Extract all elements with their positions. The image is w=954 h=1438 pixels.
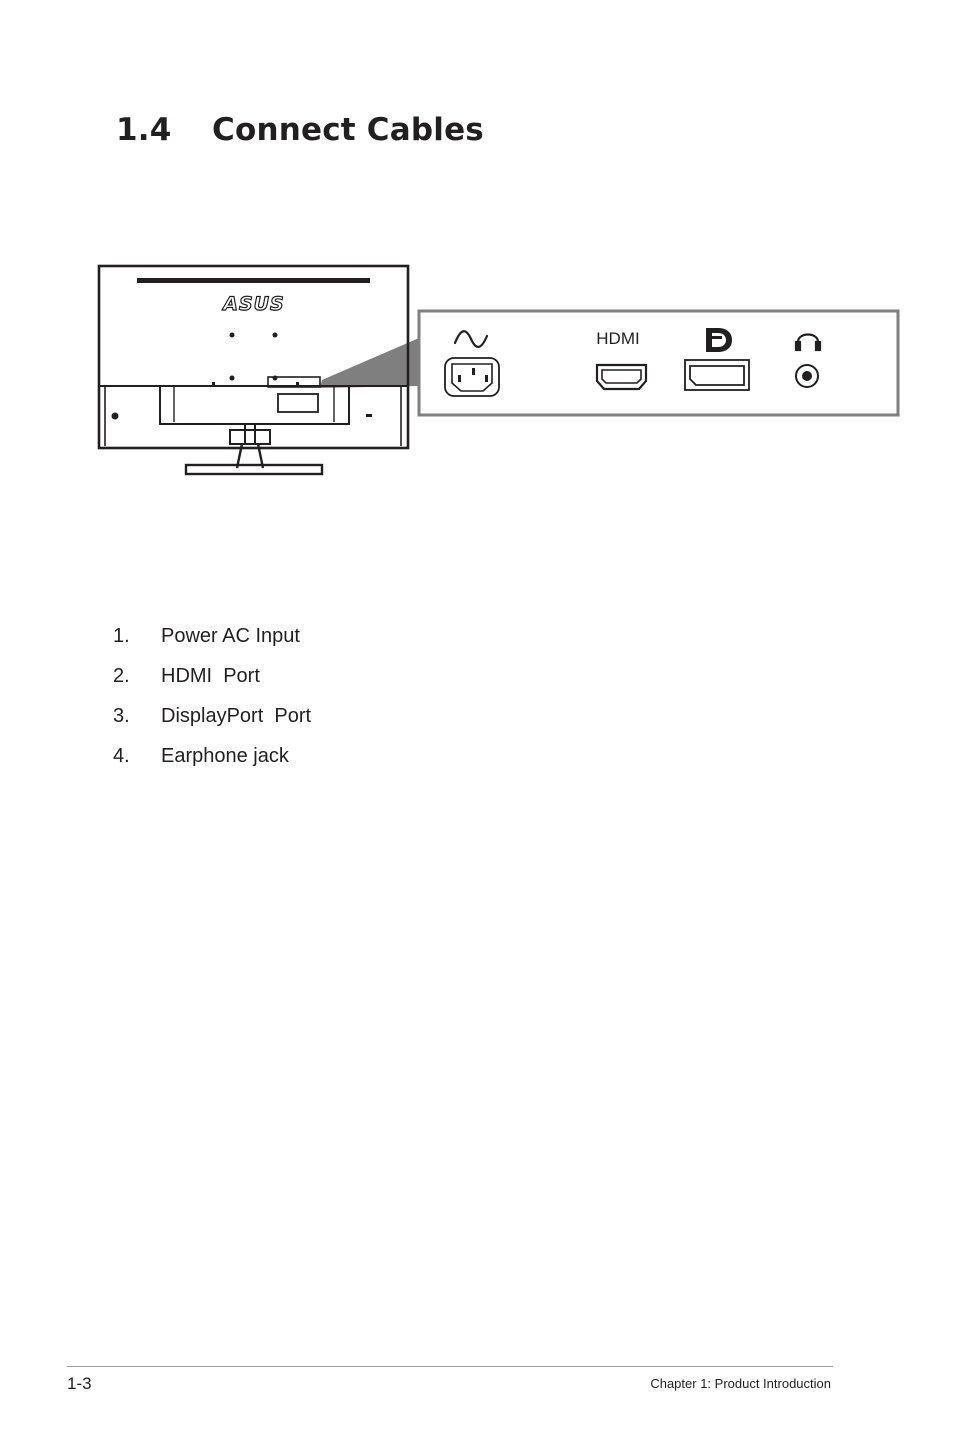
port-list [113, 622, 311, 782]
list-item-label: Power AC Input [161, 625, 300, 647]
list-item-number: 4. [113, 745, 130, 767]
section-number: 1.4 [116, 112, 172, 148]
callout-wedge [320, 338, 419, 388]
list-item-label: Earphone jack [161, 745, 289, 767]
hdmi-label: HDMI [596, 329, 640, 348]
displayport-icon [706, 328, 732, 352]
list-item-number: 3. [113, 705, 130, 727]
brand-logo: ASUS [223, 293, 285, 315]
list-item [113, 742, 311, 782]
port-detail-panel [419, 311, 898, 415]
list-item [113, 622, 311, 662]
list-item-label: HDMI Port [161, 665, 260, 687]
chapter-label: Chapter 1: Product Introduction [650, 1376, 831, 1391]
list-item-label: DisplayPort Port [161, 705, 312, 727]
section-heading [116, 112, 484, 148]
list-item-number: 2. [113, 665, 130, 687]
section-title: Connect Cables [212, 112, 484, 148]
list-item-number: 1. [113, 625, 130, 647]
footer-divider [67, 1366, 833, 1367]
monitor-rear-figure [96, 262, 902, 480]
page-number: 1-3 [67, 1374, 92, 1393]
list-item [113, 662, 311, 702]
list-item [113, 702, 311, 742]
